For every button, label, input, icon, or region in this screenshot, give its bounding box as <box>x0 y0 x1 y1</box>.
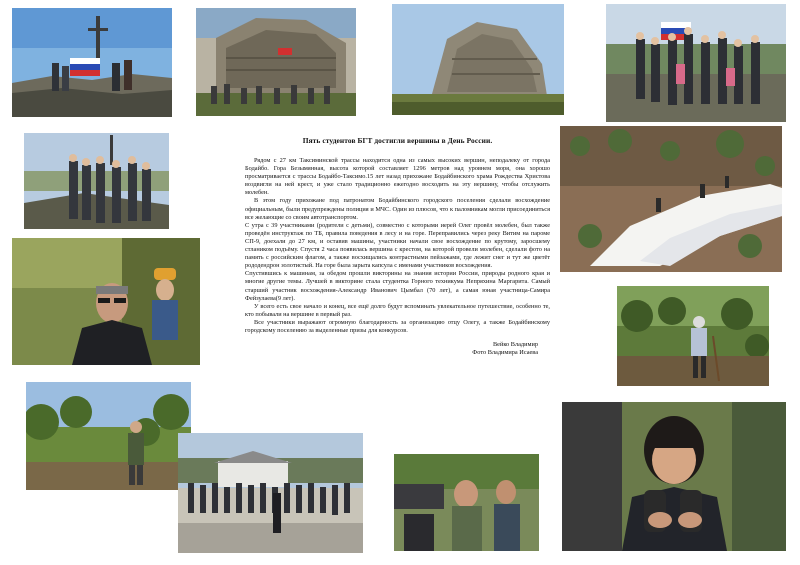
photo-elder-portrait <box>12 238 200 365</box>
photo-gathering-building <box>178 433 363 553</box>
article-title: Пять студентов БГТ достигли вершины в День России. <box>302 136 493 145</box>
article <box>245 136 550 446</box>
article-paragraph: Все участники выражают огромную благодарность за организацию отцу Олегу, а также Бодайбинскому городскому поселению за выделенные призы для конкурсов. <box>245 318 550 334</box>
photo-men-cars <box>394 454 539 551</box>
photo-stone-tor <box>392 4 564 115</box>
photo-snow-field <box>560 126 782 272</box>
photo-stone-tor-group <box>196 8 356 116</box>
article-paragraph: Спустившись к машинам, за обедом прошли викторины на знания истории России, природы родного края и многие другие темы. Лучшей в викторине стала студентка Горного техникума Непряхина Маргарита. Самый старший участник восхождения-Александр Иванович Цымбал (70 лет), а самая юная участница-Самира Фейзулаева(9 лет). <box>245 270 550 302</box>
photo-group-cross-slope <box>24 133 169 229</box>
photo-girl-binoculars <box>562 402 786 551</box>
article-paragraph: С утра с 39 участниками (родители с детьми), совместно с которыми иерей Олег провёл молебен, был также проведён инструктаж по ТБ, правила поведения в лесу и на горе. Переправились через реку Витим на пароме СП-9, доехали до 27 км, и оставив машины, участники начали свое восхождение по крутому, заросшему стлаником подъёму. Спустя 2 часа появилась вершина с крестом, на которой провели молебен, сделали фото на память с российским флагом, а также восхищались контрастными пейзажами, где лежит снег и тут же цветёт рододендрон золотистый. На горе была зарыта капсула с именами участников восхождения. <box>245 221 550 270</box>
photo-group-flag-summit <box>606 4 786 122</box>
photo-man-in-forest <box>26 382 191 490</box>
photo-hiker-forest <box>617 286 769 386</box>
article-paragraph: В этом году прихожане под патронатом Бодайбинского городского поселения сделали восхождение официальным, были предупреждены полиция и МЧС. Один из плюсов, что к паломникам могли присоединиться все желающие со своим автотранспортом. <box>245 197 550 221</box>
photo-cross-summit-flag <box>12 8 172 117</box>
article-paragraph: У всего есть свое начало и конец, все ещё долго будут вспоминать увлекательное путешествие, особенно те, кто побывали на вершине в первый раз. <box>245 302 550 318</box>
article-author: Вейко Владимир <box>492 341 538 349</box>
photo-credit: Фото Владимира Исаева <box>472 349 538 357</box>
article-paragraph: Рядом с 27 км Таксиминской трассы находится одна из самых высоких вершин, неподалеку от города Бодайбо. Гора Безымянная, высота которой составляет 1296 метров над уровнем моря, она хорошо просматривается с трассы Бодайбо-Таксимо.15 лет назад прихожане Бодайбинского храма Рождества Христова воздвигли на ней крест, и уже стало традиционно ежегодно восходить на эту вершину, чтобы отслужить молебен. <box>245 157 550 197</box>
